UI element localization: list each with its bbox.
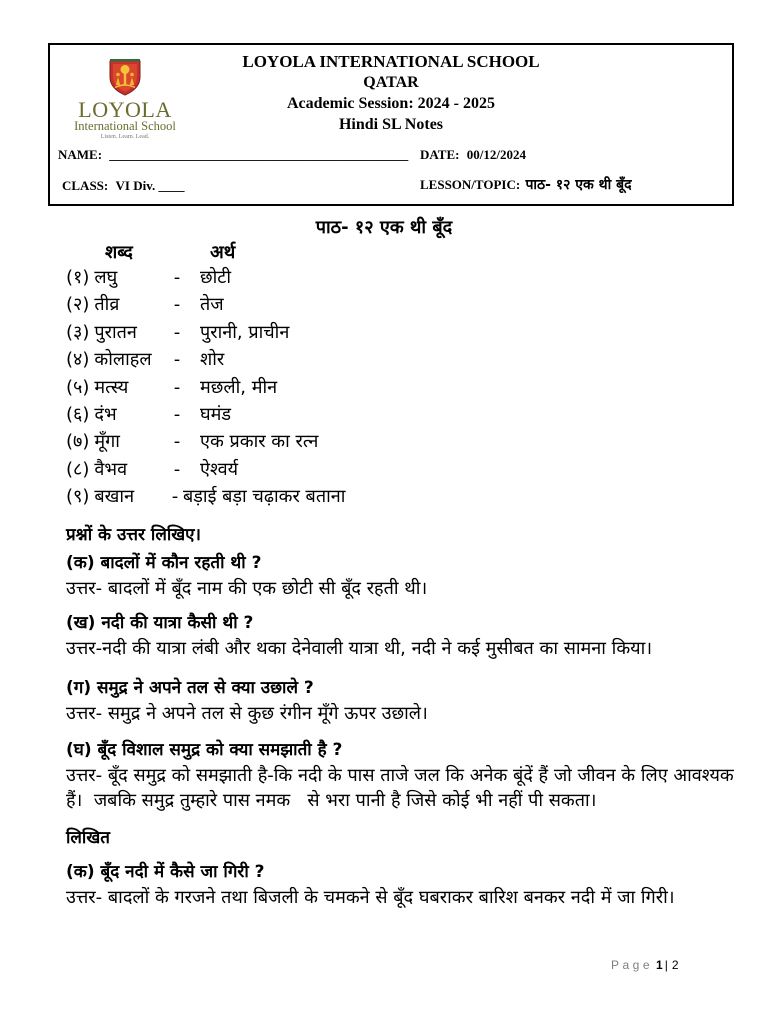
vocab-word: वैभव — [94, 458, 128, 480]
date-label: DATE: — [420, 147, 460, 162]
question-text: (ख) नदी की यात्रा कैसी थी ? — [66, 612, 254, 633]
question-text: (घ) बूँद विशाल समुद्र को क्या समझाती है ? — [66, 739, 343, 760]
date-value: 00/12/2024 — [466, 147, 526, 162]
class-value: VI Div. ____ — [115, 178, 185, 193]
vocab-row — [0, 428, 768, 455]
question-text: (क) बूँद नदी में कैसे जा गिरी ? — [66, 861, 265, 882]
vocab-number: (९) — [66, 486, 90, 508]
vocab-row — [0, 483, 768, 510]
vocab-heading-word: शब्द — [105, 242, 133, 263]
vocab-word: पुरातन — [94, 321, 137, 343]
vocab-separator: - — [173, 431, 181, 453]
academic-session: Academic Session: 2024 - 2025 — [287, 95, 495, 112]
page-footer — [611, 957, 679, 973]
vocab-word: तीव्र — [94, 294, 120, 316]
vocab-meaning: ऐश्वर्य — [200, 458, 239, 480]
lesson-value: पाठ- १२ एक थी बूँद — [525, 177, 632, 193]
vocab-meaning: बड़ाई बड़ा चढ़ाकर बताना — [183, 486, 346, 508]
vocab-number: (४) — [66, 349, 90, 371]
name-row — [58, 146, 408, 164]
notes-content — [0, 215, 768, 910]
lesson-title: पाठ- १२ एक थी बूँद — [315, 217, 453, 238]
vocab-row — [0, 456, 768, 483]
name-blank: ______________________________________________ — [109, 147, 409, 162]
vocab-number: (५) — [66, 376, 90, 398]
logo-subtitle: International School — [74, 119, 176, 133]
answer-text: उत्तर- बूँद समुद्र को समझाती है-कि नदी के पास ताजे जल कि अनेक बूंदें हैं जो जीवन के लिए आवश्यक हैं। जबकि समुद्र तुम्हारे पास नमक से भरा पानी है जिसे कोई भी नहीं पी सकता। — [66, 764, 740, 811]
page-total: 2 — [671, 958, 679, 972]
vocab-meaning: घमंड — [200, 403, 232, 425]
date-row — [420, 146, 526, 164]
vocab-number: (१) — [66, 267, 90, 288]
vocab-word: मत्स्य — [94, 376, 129, 398]
vocab-meaning: एक प्रकार का रत्न — [200, 431, 319, 453]
page-current: 1 — [656, 958, 663, 972]
subject-title: Hindi SL Notes — [338, 116, 444, 133]
vocab-number: (८) — [66, 458, 90, 480]
class-label: CLASS: — [62, 178, 109, 193]
lesson-label: LESSON/TOPIC: — [420, 177, 521, 192]
vocab-row — [0, 264, 768, 291]
class-row — [62, 177, 184, 195]
answer-text: उत्तर- बादलों में बूँद नाम की एक छोटी सी बूँद रहती थी। — [66, 577, 428, 599]
vocab-separator: - — [173, 376, 181, 398]
header-box — [48, 43, 734, 206]
school-location: QATAR — [363, 74, 419, 91]
answer-text: उत्तर- समुद्र ने अपने तल से कुछ रंगीन मूँगे ऊपर उछाले। — [66, 702, 428, 724]
vocab-row — [0, 346, 768, 373]
vocab-row — [0, 319, 768, 346]
name-label: NAME: — [58, 147, 103, 162]
page-label: Page — [611, 958, 654, 972]
written-heading: लिखित — [66, 827, 110, 848]
logo-motto: Listen. Learn. Lead. — [100, 134, 150, 140]
vocab-meaning: छोटी — [200, 267, 232, 288]
vocab-separator: - — [173, 321, 181, 343]
vocab-separator: - — [173, 267, 181, 288]
vocab-row — [0, 401, 768, 428]
answer-text: उत्तर-नदी की यात्रा लंबी और थका देनेवाली यात्रा थी, नदी ने कई मुसीबत का सामना किया। — [66, 637, 653, 659]
vocab-heading-meaning: अर्थ — [210, 242, 236, 263]
vocab-row — [0, 291, 768, 318]
vocab-meaning: मछली, मीन — [200, 376, 278, 398]
lesson-row — [420, 176, 632, 194]
header-titles — [50, 51, 732, 135]
vocab-word: बखान — [94, 486, 135, 508]
vocab-separator: - — [171, 486, 179, 508]
vocab-word: दंभ — [94, 403, 117, 425]
question-text: (क) बादलों में कौन रहती थी ? — [66, 552, 262, 573]
vocab-meaning: पुरानी, प्राचीन — [200, 321, 290, 343]
vocab-separator: - — [173, 458, 181, 480]
questions-heading: प्रश्नों के उत्तर लिखिए। — [66, 524, 202, 545]
vocab-list — [0, 264, 768, 511]
logo-name: LOYOLA — [78, 97, 172, 122]
vocab-separator: - — [173, 294, 181, 316]
vocab-number: (२) — [66, 294, 90, 316]
answer-text: उत्तर- बादलों के गरजने तथा बिजली के चमकने से बूँद घबराकर बारिश बनकर नदी में जा गिरी। — [66, 886, 675, 908]
vocab-header — [0, 241, 768, 264]
vocab-meaning: तेज — [200, 294, 224, 316]
vocab-number: (७) — [66, 431, 90, 453]
vocab-row — [0, 374, 768, 401]
question-text: (ग) समुद्र ने अपने तल से क्या उछाले ? — [66, 677, 314, 698]
school-name: LOYOLA INTERNATIONAL SCHOOL — [242, 52, 540, 71]
vocab-number: (३) — [66, 321, 90, 343]
vocab-meaning: शोर — [200, 349, 225, 371]
vocab-word: मूँगा — [94, 431, 120, 453]
vocab-number: (६) — [66, 403, 90, 425]
vocab-separator: - — [173, 403, 181, 425]
vocab-word: कोलाहल — [94, 349, 152, 371]
vocab-separator: - — [173, 349, 181, 371]
vocab-word: लघु — [94, 267, 118, 288]
page-separator: | — [664, 958, 668, 972]
